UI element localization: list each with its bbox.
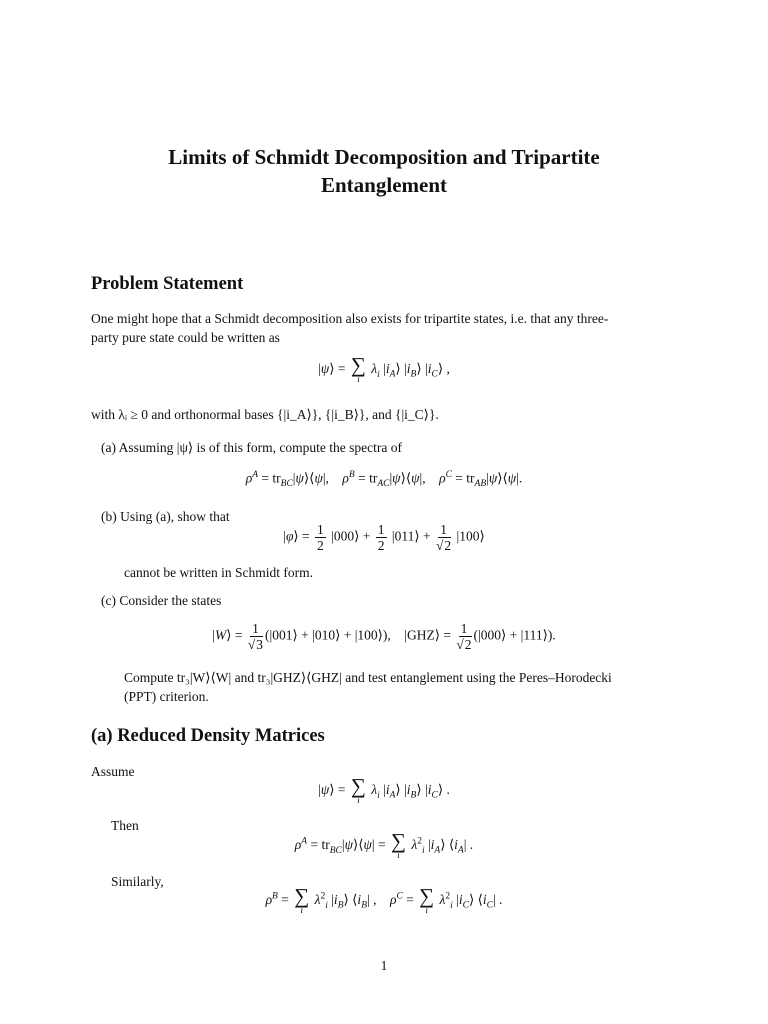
equation-assume-psi: |ψ⟩ = ∑ i $\lambda_i$ $|i_A⟩$ $|i_B⟩$ $|i_C⟩$ .	[318, 774, 450, 806]
equation-w-ghz: |W⟩ = $\frac{1}{√3}$ (|001⟩ + |010⟩ + |100⟩), |GHZ⟩ = $\frac{1}{√2}$ (|000⟩ + |111⟩).	[212, 621, 556, 652]
intro-line-1: One might hope that a Schmidt decomposition also exists for tripartite states, i.e. that any three-	[91, 311, 609, 326]
page-number: 1	[380, 958, 388, 973]
equation-rho-a: $\rho^A$ = $tr_{BC}|\psi⟩⟨\psi|$ = ∑ i $\lambda^2_i$ $|i_A⟩$ $⟨i_A|$ .	[294, 829, 474, 861]
equation-rho-b-c: $\rho^B$ = ∑ i $\lambda^2_i$ $|i_B⟩$ $⟨i_B|$ , $\rho^C$ = ∑ i $\lambda^2_i$ $|i_C⟩$ $⟨i_C|$ .	[265, 884, 503, 916]
part-b-after: cannot be written in Schmidt form.	[124, 565, 313, 580]
part-c-after	[124, 668, 684, 706]
then-label: Then	[111, 818, 139, 833]
part-c-after-line-2: (PPT) criterion.	[124, 689, 209, 704]
similarly-label: Similarly,	[111, 874, 164, 889]
paper-title	[90, 143, 678, 199]
equation-phi: |φ⟩ = $\frac{1}{2}$ |000⟩ + $\frac{1}{2}$ |011⟩ + $\frac{1}{√2}$ |100⟩	[283, 522, 485, 553]
equation-schmidt-tripartite: |ψ⟩ = ∑ i $\lambda_i$ $|i_A⟩$ $|i_B⟩$ $|i_C⟩$ ,	[318, 353, 450, 385]
title-line-1: Limits of Schmidt Decomposition and Tripartite	[168, 145, 600, 169]
part-c-text: (c) Consider the states	[101, 593, 222, 608]
part-b-text: (b) Using (a), show that	[101, 509, 230, 524]
part-c-after-line-1: Compute tr₃|W⟩⟨W| and tr₃|GHZ⟩⟨GHZ| and test entanglement using the Peres–Horodecki	[124, 670, 612, 685]
assume-label: Assume	[91, 764, 135, 779]
section-heading-reduced-density: (a) Reduced Density Matrices	[91, 726, 325, 746]
with-conditions: with λᵢ ≥ 0 and orthonormal bases {|i_A⟩}, {|i_B⟩}, and {|i_C⟩}.	[91, 407, 439, 422]
equation-spectra: $\rho^A$ = $tr_{BC}|\psi⟩⟨\psi|$, $\rho^B$ = $tr_{AC}|\psi⟩⟨\psi|$, $\rho^C$ = $tr_{AB}|\psi⟩⟨\psi|$.	[245, 470, 523, 490]
title-line-2: Entanglement	[321, 173, 447, 197]
part-a-text: (a) Assuming |ψ⟩ is of this form, compute the spectra of	[101, 440, 402, 455]
section-heading-problem: Problem Statement	[91, 274, 244, 294]
problem-intro	[91, 309, 691, 347]
intro-line-2: party pure state could be written as	[91, 330, 280, 345]
